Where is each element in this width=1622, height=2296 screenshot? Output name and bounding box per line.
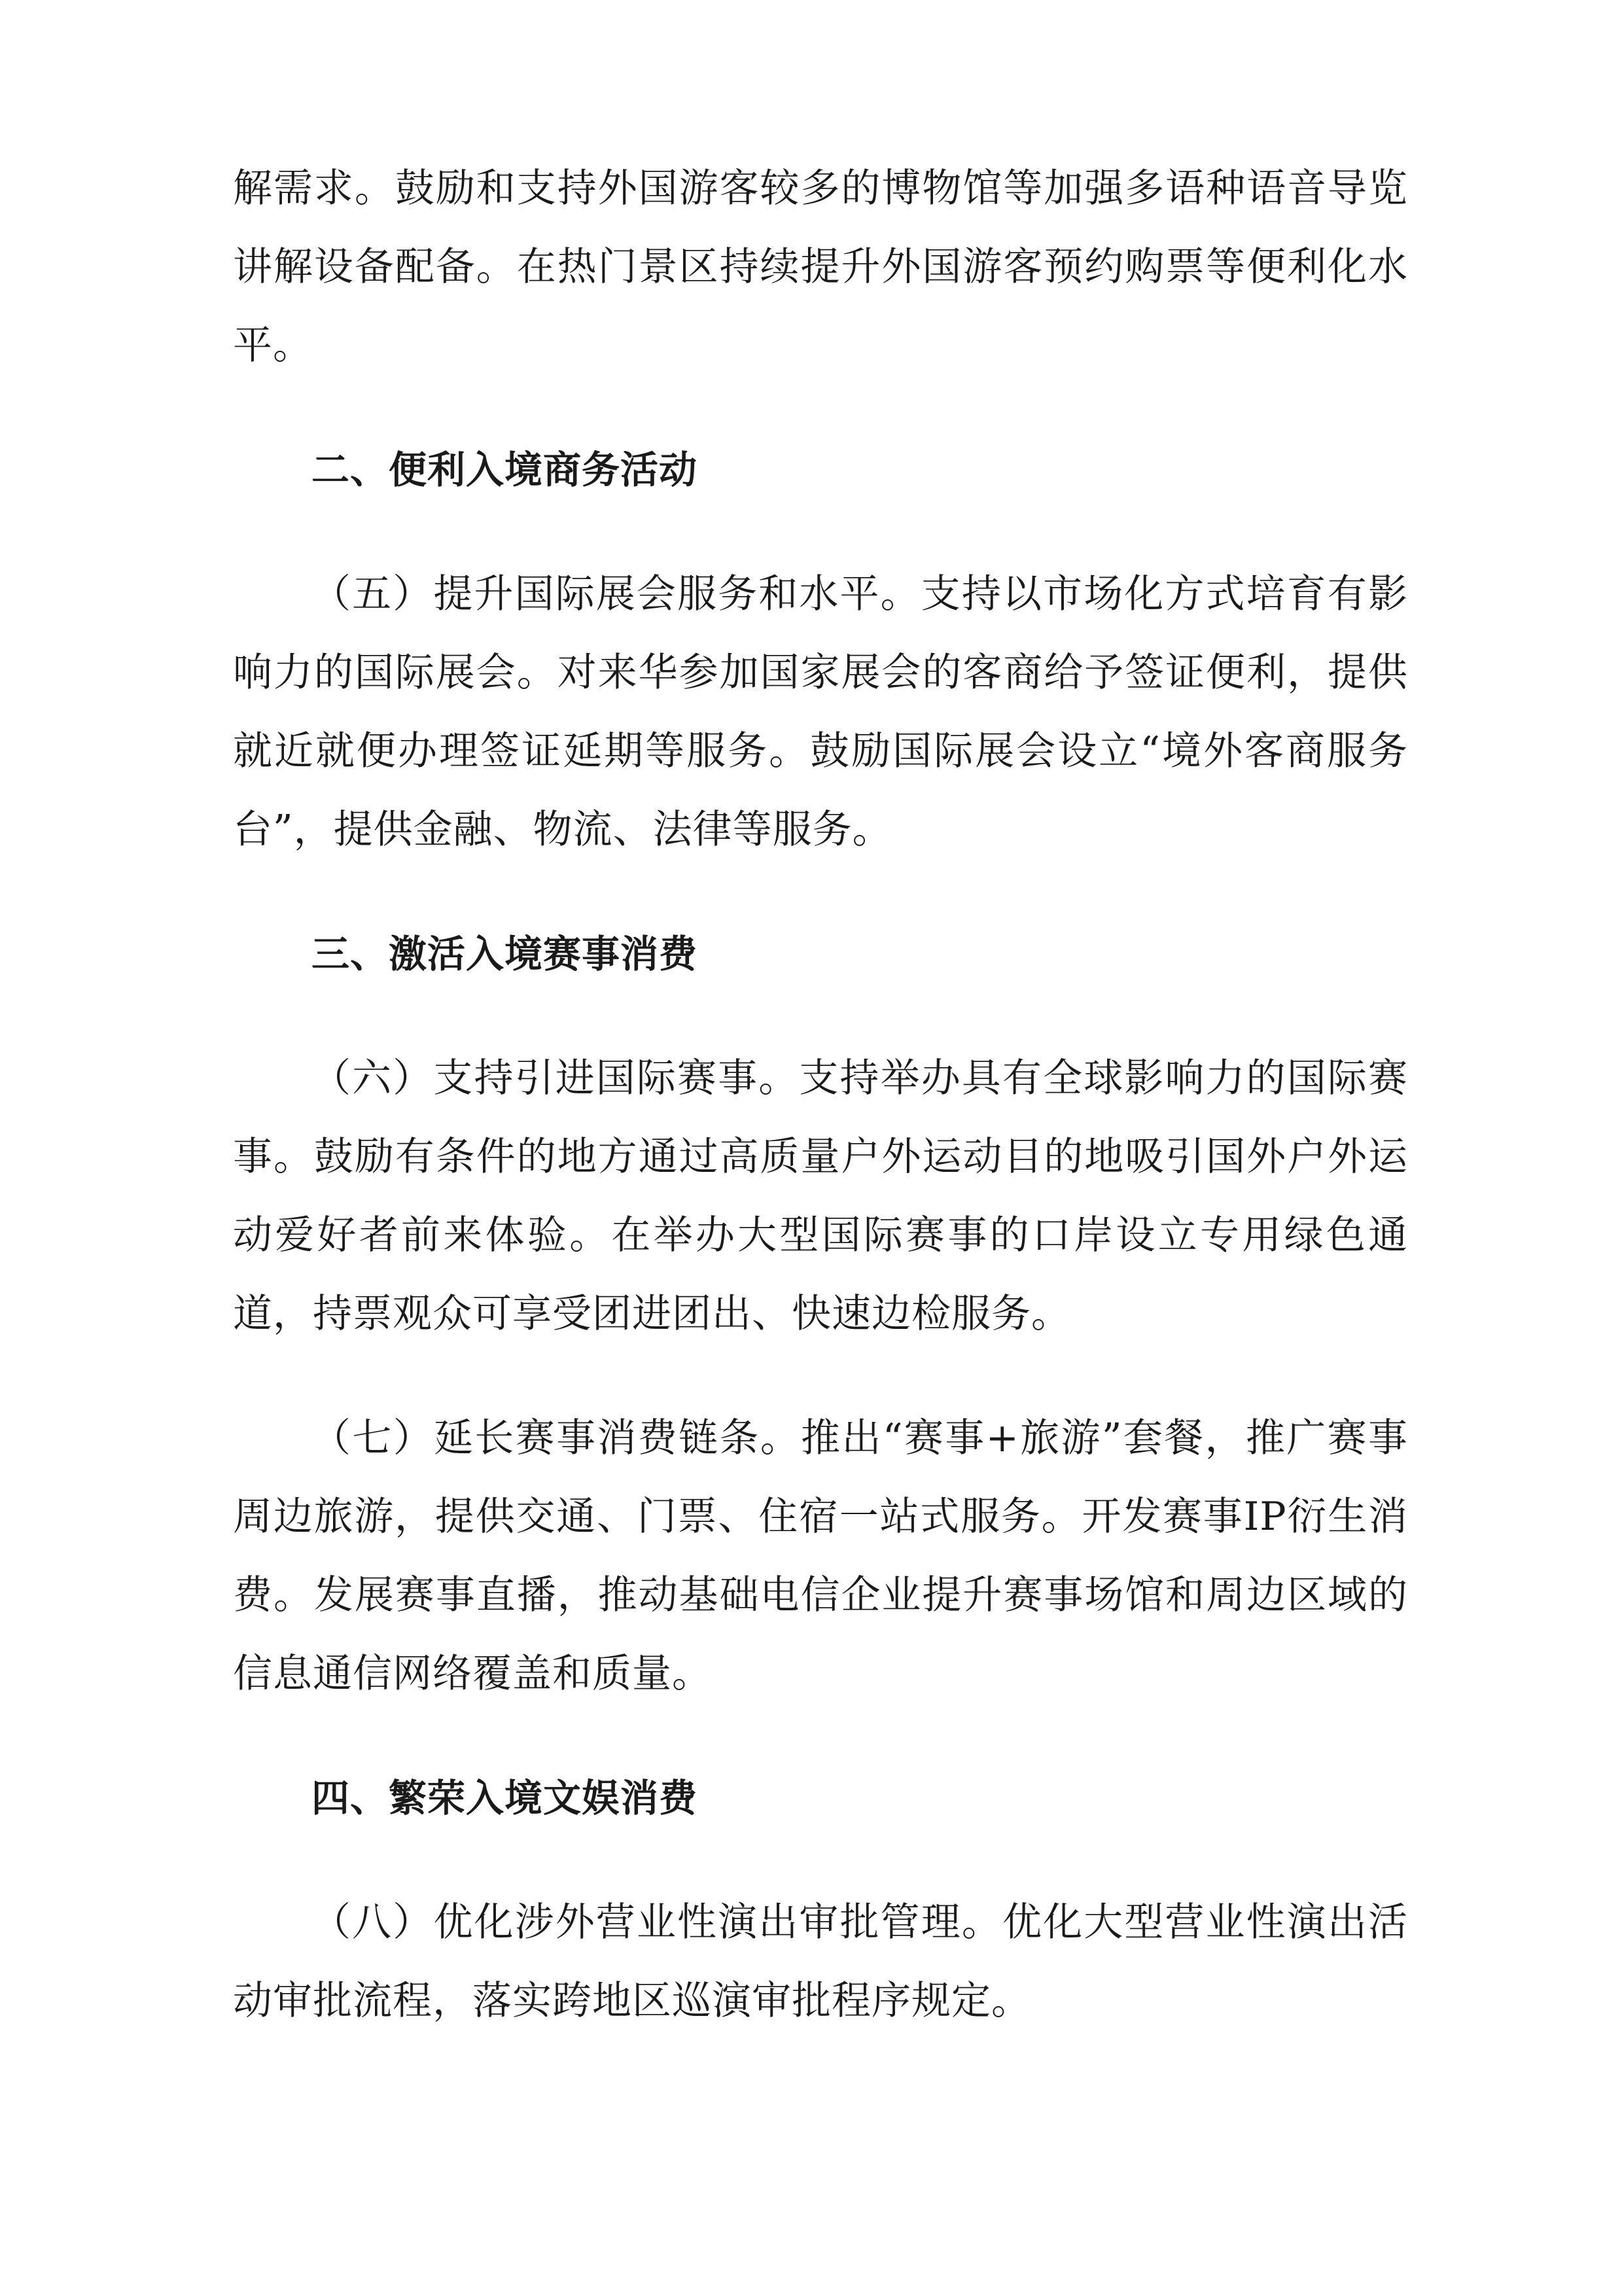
paragraph-item-7: （七）延长赛事消费链条。推出“赛事+旅游”套餐，推广赛事周边旅游，提供交通、门票、住宿一站式服务。开发赛事IP衍生消费。发展赛事直播，推动基础电信企业提升赛事场馆和周边区域的信息通信网络覆盖和质量。 (233, 1415, 1408, 1697)
spacer (233, 509, 1408, 555)
document-body (233, 149, 1408, 2040)
paragraph-item-8: （八）优化涉外营业性演出审批管理。优化大型营业性演出活动审批流程，落实跨地区巡演审批程序规定。 (233, 1899, 1408, 2024)
section-heading-sports: 三、激活入境赛事消费 (311, 932, 698, 976)
spacer (233, 1713, 1408, 1759)
section-heading-business: 二、便利入境商务活动 (311, 448, 698, 492)
spacer (233, 385, 1408, 431)
paragraph-visitor-guide-continued: 解需求。鼓励和支持外国游客较多的博物馆等加强多语种语音导览讲解设备配备。在热门景区持续提升外国游客预约购票等便利化水平。 (233, 166, 1408, 368)
spacer (233, 869, 1408, 915)
paragraph-item-5: （五）提升国际展会服务和水平。支持以市场化方式培育有影响力的国际展会。对来华参加国家展会的客商给予签证便利，提供就近就便办理签证延期等服务。鼓励国际展会设立“境外客商服务台”，提供金融、物流、法律等服务。 (233, 571, 1408, 853)
spacer (233, 1837, 1408, 1883)
paragraph-item-6: （六）支持引进国际赛事。支持举办具有全球影响力的国际赛事。鼓励有条件的地方通过高质量户外运动目的地吸引国外户外运动爱好者前来体验。在举办大型国际赛事的口岸设立专用绿色通道，持票观众可享受团进团出、快速边检服务。 (233, 1055, 1408, 1337)
spacer (233, 993, 1408, 1039)
spacer (233, 1353, 1408, 1399)
section-heading-entertainment: 四、繁荣入境文娱消费 (311, 1776, 698, 1820)
